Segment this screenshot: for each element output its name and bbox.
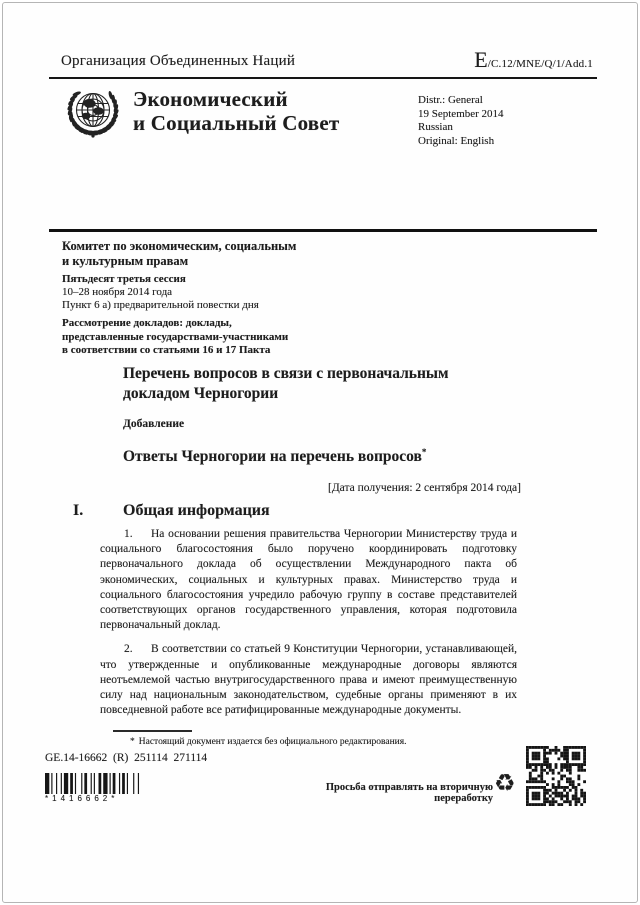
distr-type: Distr.: General (418, 94, 483, 106)
committee-name-line1: Комитет по экономическим, социальным (62, 239, 297, 253)
committee-block (62, 239, 296, 358)
council-title-line2: и Социальный Совет (133, 111, 340, 135)
paragraph-1-number: 1. (124, 528, 133, 540)
paragraph-2-text: В соответствии со статьей 9 Конституции Черногории, устанавливающей, что утвержденные и опубликованные международные договоры являются неотъемлемой частью внутригосударственного права и имеют преимущественную силу над национальным законодательством, судебные органы применяют в их повседневной работе все ратифицированные международные документы. (100, 643, 517, 717)
paragraph-1 (100, 527, 517, 633)
distr-date: 19 September 2014 (418, 107, 504, 120)
document-page (2, 2, 638, 903)
paragraph-1-text: На основании решения правительства Черногории Министерству труда и социального благосостояния было поручено координировать подготовку первоначального доклада об осуществлении Международного пакта об экономических, социальных и культурных правах. Министерство труда и социального благосостояния учредило рабочую группу в составе представителей соответствующих органов государственного управления, которая подготовила первоначальный доклад. (100, 528, 517, 632)
recycle-icon: ♻ (494, 771, 516, 797)
section-divider-rule (49, 229, 597, 232)
paragraph-2 (100, 642, 517, 718)
received-date: [Дата получения: 2 сентября 2014 года] (328, 482, 521, 495)
consideration-line3: в соответствии со статьями 16 и 17 Пакта (62, 344, 271, 356)
body-text (100, 527, 517, 727)
section-heading (73, 502, 270, 520)
doc-symbol (474, 47, 593, 73)
committee-name (62, 239, 296, 269)
addendum-label: Добавление (123, 418, 185, 430)
footnote-text: Настоящий документ издается без официального редактирования. (138, 737, 407, 747)
recycle-notice: Просьба отправлять на вторичную переработку (325, 782, 493, 804)
doc-symbol-series: E (474, 47, 488, 72)
qr-code (526, 746, 586, 806)
un-emblem-icon (62, 84, 124, 146)
distribution-block (418, 94, 504, 148)
doc-symbol-number: /C.12/MNE/Q/1/Add.1 (487, 58, 593, 70)
consideration-line1: Рассмотрение докладов: доклады, (62, 317, 232, 329)
header-rule (49, 77, 597, 79)
footnote (113, 737, 517, 747)
title-block (123, 364, 521, 494)
consideration-title (62, 317, 296, 358)
barcode-label: *1416662* (45, 794, 119, 803)
subtitle-text: Ответы Черногории на перечень вопросов (123, 448, 422, 466)
footnote-marker-ref: * (421, 447, 427, 457)
ge-document-number: GE.14-16662 (R) 251114 271114 (45, 752, 208, 764)
document-subtitle (123, 447, 521, 466)
section-title: Общая информация (123, 502, 270, 519)
distr-language: Russian (418, 121, 453, 133)
document-title-line1: Перечень вопросов в связи с первоначальным (123, 365, 449, 382)
session-title: Пятьдесят третья сессия (62, 273, 186, 285)
un-org-name: Организация Объединенных Наций (61, 53, 296, 69)
section-number: I. (73, 502, 84, 519)
footnote-marker: * (130, 737, 135, 747)
agenda-item: Пункт 6 а) предварительной повестки дня (62, 299, 259, 311)
document-title (123, 364, 521, 403)
session-dates: 10–28 ноября 2014 года (62, 286, 173, 298)
council-title-line1: Экономический (133, 87, 288, 111)
committee-name-line2: и культурным правам (62, 254, 189, 268)
document-title-line2: докладом Черногории (123, 384, 279, 402)
council-title (133, 87, 339, 135)
footnote-separator (113, 730, 192, 732)
barcode (45, 773, 141, 803)
consideration-line2: представленные государствами-участниками (62, 330, 289, 343)
paragraph-2-number: 2. (124, 643, 133, 656)
distr-original: Original: English (418, 134, 495, 147)
